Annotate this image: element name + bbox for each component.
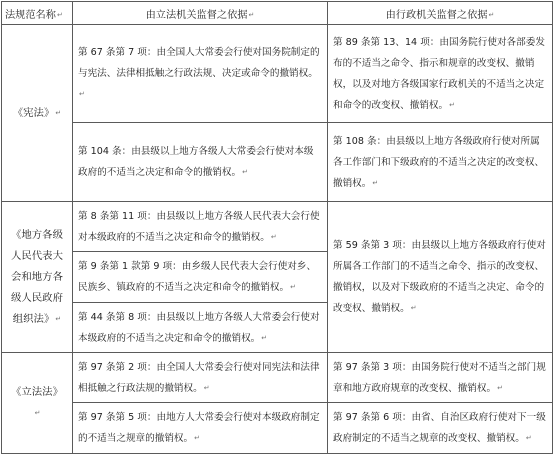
legislative-basis-cell: 第 104 条：由县级以上地方各级人大常委会行使对本级政府的不适当之决定和命令的撤销权。↵ — [73, 123, 328, 202]
table-row — [2, 353, 553, 403]
legislative-basis-cell: 第 67 条第 7 项：由全国人大常委会行使对国务院制定的与宪法、法律相抵触之行政法规、决定或命令的撤销权。↵ — [73, 25, 328, 123]
table-header-row — [2, 2, 553, 25]
legislative-basis-cell: 第 97 条第 5 项：由地方人大常委会行使对本级政府制定的不适当之规章的撤销权。↵ — [73, 403, 328, 454]
legislative-basis-cell: 第 9 条第 1 款第 9 项：由乡级人民代表大会行使对乡、民族乡、镇政府的不适当之决定和命令的撤销权。↵ — [73, 252, 328, 303]
header-legislative-basis: 由立法机关监督之依据↵ — [73, 2, 328, 25]
legislative-basis-cell: 第 44 条第 8 项：由县级以上地方各级人大常委会行使对本级政府的不适当之决定和命令的撤销权。↵ — [73, 303, 328, 353]
table-row — [2, 202, 553, 252]
administrative-basis-cell: 第 97 条第 6 项：由省、自治区政府行使对下一级政府制定的不适当之规章的改变权、撤销权。↵ — [328, 403, 553, 454]
administrative-basis-cell: 第 89 条第 13、14 项：由国务院行使对各部委发布的不适当之命令、指示和规章的改变权、撤销权，以及对地方各级国家行政机关的不适当之决定和命令的改变权、撤销权。↵ — [328, 25, 553, 123]
law-name-cell: 《宪法》↵ — [2, 25, 73, 202]
administrative-basis-cell: 第 108 条：由县级以上地方各级政府行使对所属各工作部门和下级政府的不适当之决定的改变权、撤销权。↵ — [328, 123, 553, 202]
header-law-name: 法规范名称↵ — [2, 2, 73, 25]
table-row — [2, 403, 553, 454]
administrative-basis-cell: 第 59 条第 3 项：由县级以上地方各级政府行使对所属各工作部门的不适当之命令、指示的改变权、撤销权，以及对下级政府的不适当之决定、命令的改变权、撤销权。↵ — [328, 202, 553, 353]
administrative-basis-cell: 第 97 条第 3 项：由国务院行使对不适当之部门规章和地方政府规章的改变权、撤销权。↵ — [328, 353, 553, 403]
legislative-basis-cell: 第 8 条第 11 项：由县级以上地方各级人民代表大会行使对本级政府的不适当之决定和命令的撤销权。↵ — [73, 202, 328, 252]
header-administrative-basis: 由行政机关监督之依据↵ — [328, 2, 553, 25]
supervision-basis-table — [1, 1, 553, 454]
table-row — [2, 25, 553, 123]
legislative-basis-cell: 第 97 条第 2 项：由全国人大常委会行使对同宪法和法律相抵触之行政法规的撤销权。↵ — [73, 353, 328, 403]
table-row — [2, 123, 553, 202]
law-name-cell: 《立法法》↵ — [2, 353, 73, 454]
law-name-cell: 《地方各级人民代表大会和地方各级人民政府组织法》↵ — [2, 202, 73, 353]
